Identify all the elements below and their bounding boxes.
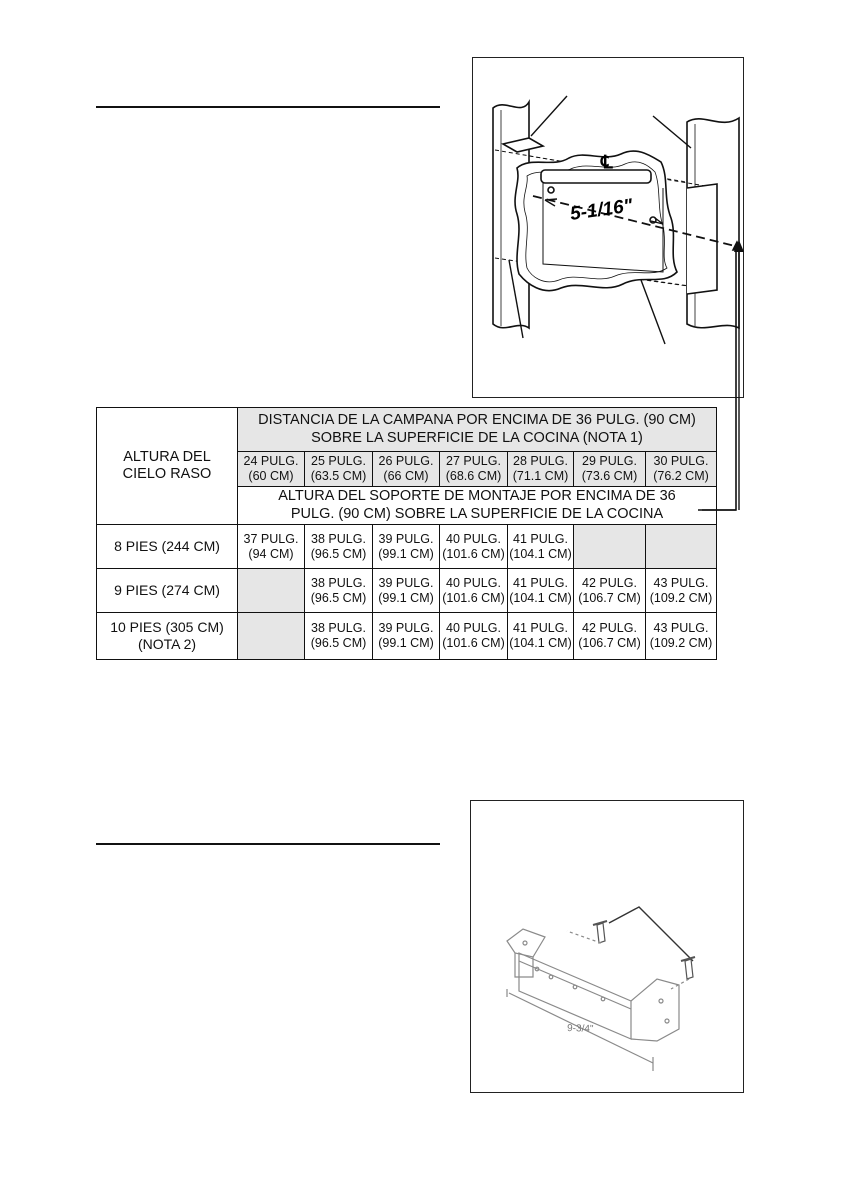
row-label: 10 PIES (305 CM) (NOTA 2)	[97, 613, 238, 660]
table-cell: 37 PULG. (94 CM)	[238, 525, 305, 569]
table-cell: 42 PULG. (106.7 CM)	[574, 569, 646, 613]
empty-cell	[646, 525, 717, 569]
distance-cell: 25 PULG. (63.5 CM)	[305, 452, 373, 487]
empty-cell	[238, 613, 305, 660]
table-cell: 40 PULG. (101.6 CM)	[440, 613, 508, 660]
distance-cell: 30 PULG. (76.2 CM)	[646, 452, 717, 487]
table-row	[97, 613, 717, 660]
mounting-height-table	[96, 407, 717, 660]
hood-distance-header: DISTANCIA DE LA CAMPANA POR ENCIMA DE 36 PULG. (90 CM) SOBRE LA SUPERFICIE DE LA COCINA (NOTA 1)	[238, 408, 717, 452]
bracket-width-dimension: 5-1/16"	[568, 195, 634, 225]
table-cell: 41 PULG. (104.1 CM)	[508, 613, 574, 660]
row-label: 8 PIES (244 CM)	[97, 525, 238, 569]
distance-cell: 24 PULG. (60 CM)	[238, 452, 305, 487]
bracket-part-figure	[470, 800, 744, 1093]
row-label: 9 PIES (274 CM)	[97, 569, 238, 613]
distance-cell: 29 PULG. (73.6 CM)	[574, 452, 646, 487]
distance-cell: 26 PULG. (66 CM)	[373, 452, 440, 487]
table-cell: 43 PULG. (109.2 CM)	[646, 569, 717, 613]
table-cell: 39 PULG. (99.1 CM)	[373, 613, 440, 660]
table-cell: 42 PULG. (106.7 CM)	[574, 613, 646, 660]
ceiling-height-header: ALTURA DEL CIELO RASO	[97, 408, 238, 525]
table-cell: 39 PULG. (99.1 CM)	[373, 525, 440, 569]
section-rule-bottom	[96, 843, 440, 845]
table-cell: 40 PULG. (101.6 CM)	[440, 569, 508, 613]
table-cell: 39 PULG. (99.1 CM)	[373, 569, 440, 613]
empty-cell	[238, 569, 305, 613]
table-cell: 40 PULG. (101.6 CM)	[440, 525, 508, 569]
distance-cell: 28 PULG. (71.1 CM)	[508, 452, 574, 487]
table-cell: 38 PULG. (96.5 CM)	[305, 613, 373, 660]
table-cell: 38 PULG. (96.5 CM)	[305, 569, 373, 613]
table-row	[97, 525, 717, 569]
centerline-symbol: ℄	[601, 152, 613, 173]
table-cell: 43 PULG. (109.2 CM)	[646, 613, 717, 660]
distance-cell: 27 PULG. (68.6 CM)	[440, 452, 508, 487]
bracket-install-drawing	[473, 58, 743, 397]
section-rule-top	[96, 106, 440, 108]
table-cell: 41 PULG. (104.1 CM)	[508, 525, 574, 569]
empty-cell	[574, 525, 646, 569]
table-cell: 38 PULG. (96.5 CM)	[305, 525, 373, 569]
bracket-part-drawing	[471, 801, 743, 1092]
bracket-install-figure	[472, 57, 744, 398]
table-cell: 41 PULG. (104.1 CM)	[508, 569, 574, 613]
bracket-length-dimension: 9-3/4"	[566, 1023, 594, 1035]
bracket-height-header: ALTURA DEL SOPORTE DE MONTAJE POR ENCIMA DE 36 PULG. (90 CM) SOBRE LA SUPERFICIE DE LA COCINA	[238, 487, 717, 525]
table-row	[97, 569, 717, 613]
